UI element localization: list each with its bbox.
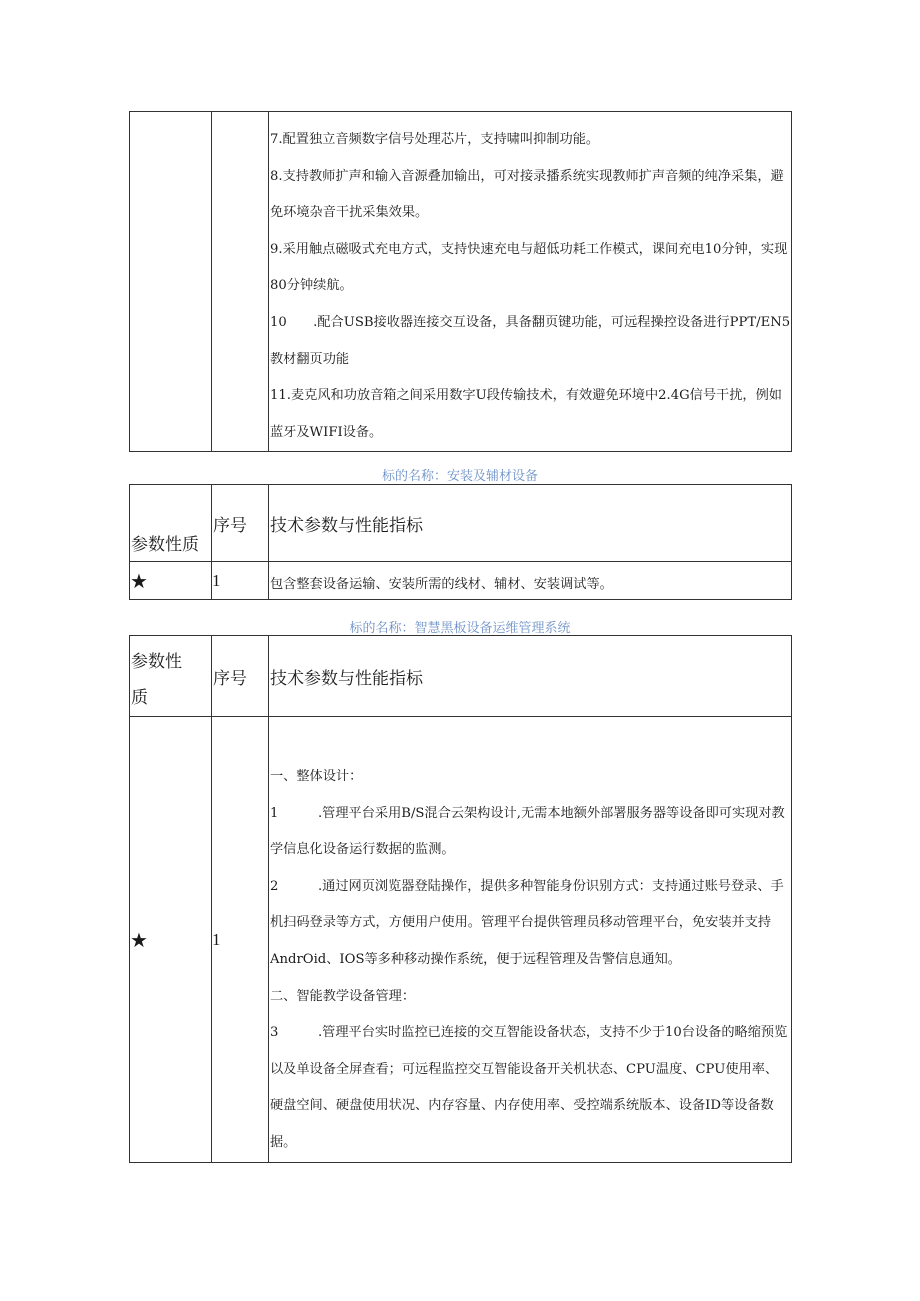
header-nature: 参数性质	[130, 636, 212, 717]
header-spec: 技术参数与性能指标	[269, 636, 792, 717]
table-row	[130, 112, 792, 452]
spec-item: 7.配置独立音频数字信号处理芯片，支持啸叫抑制功能。	[270, 132, 600, 147]
spec-item: 3 .管理平台实时监控已连接的交互智能设备状态，支持不少于10台设备的略缩预览以及单设备全屏查看；可远程监控交互智能设备开关机状态、CPU温度、CPU使用率、硬盘空间、硬盘使用状况、内存容量、内存使用率、受控端系统版本、设备ID等设备数据。	[270, 1025, 788, 1150]
header-index: 序号	[212, 485, 269, 562]
table-header-row	[130, 485, 792, 562]
index-cell: 1	[212, 717, 269, 1163]
index-cell	[212, 112, 269, 452]
spec-cell	[269, 717, 792, 1163]
spec-table-installation	[129, 484, 792, 600]
spec-item: 8.支持教师扩声和输入音源叠加输出，可对接录播系统实现教师扩声音频的纯净采集，避免环境杂音干扰采集效果。	[270, 168, 784, 221]
star-icon: ★	[130, 568, 148, 593]
header-nature: 参数性质	[130, 485, 212, 562]
table-continued	[129, 111, 792, 452]
spec-item: 2 .通过网页浏览器登陆操作，提供多种智能身份识别方式：支持通过账号登录、手机扫码登录等方式，方便用户使用。管理平台提供管理员移动管理平台，免安装并支持AndrOid、IOS等多种移动操作系统，便于远程管理及告警信息通知。	[270, 878, 784, 967]
spec-cell	[269, 112, 792, 452]
spec-item: 11.麦克风和功放音箱之间采用数字U段传输技术，有效避免环境中2.4G信号干扰，例如蓝牙及WIFI设备。	[270, 388, 782, 440]
table-row	[130, 562, 792, 600]
spec-table-maintenance	[129, 635, 792, 1163]
section-caption: 标的名称：安装及辅材设备	[381, 469, 538, 484]
header-index: 序号	[212, 636, 269, 717]
nature-cell	[130, 562, 212, 600]
nature-cell	[130, 717, 212, 1163]
nature-cell	[130, 112, 212, 452]
spec-cell: 包含整套设备运输、安装所需的线材、辅材、安装调试等。	[269, 562, 792, 600]
index-cell: 1	[212, 562, 269, 600]
header-spec: 技术参数与性能指标	[269, 485, 792, 562]
table-header-row	[130, 636, 792, 717]
section-caption: 标的名称：智慧黑板设备运维管理系统	[349, 621, 571, 636]
spec-item: 1 .管理平台采用B/S混合云架构设计,无需本地额外部署服务器等设备即可实现对教学信息化设备运行数据的监测。	[270, 805, 785, 858]
table-row	[130, 717, 792, 1163]
spec-item: 一、整体设计：	[270, 769, 363, 784]
star-icon: ★	[130, 927, 148, 952]
spec-item: 9.采用触点磁吸式充电方式，支持快速充电与超低功耗工作模式，课间充电10分钟，实现80分钟续航。	[270, 241, 788, 294]
spec-item: 10 .配合USB接收器连接交互设备，具备翻页键功能，可远程操控设备进行PPT/EN5教材翻页功能	[270, 314, 791, 367]
spec-item: 二、智能教学设备管理：	[270, 988, 416, 1004]
